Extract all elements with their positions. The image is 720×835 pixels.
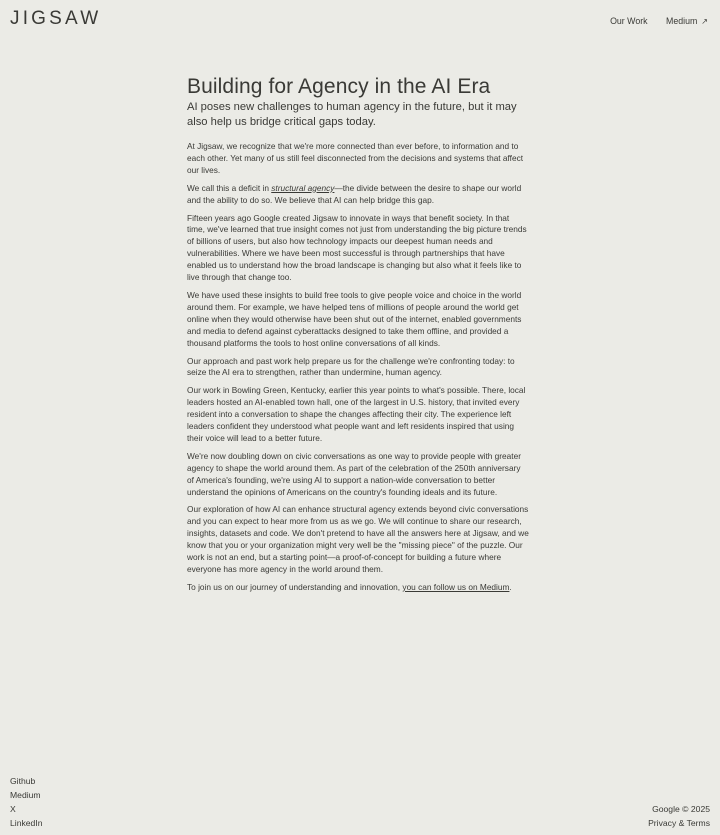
privacy-terms-link[interactable]: Privacy & Terms	[648, 817, 710, 828]
external-arrow-icon: ↗	[701, 17, 708, 26]
footer-github-link[interactable]: Github	[10, 776, 36, 786]
footer-links	[10, 775, 43, 831]
paragraph-3: Fifteen years ago Google created Jigsaw to innovate in ways that benefit society. In that time, we've learned that true insight comes not just from understanding the big picture trends of billions of users, but also how technology impacts our deepest human needs and vulnerabilities. Where we have been most successful is through partnerships that have enabled us to understand how the broad landscape is changing but also what it feels like to live through that change too.	[187, 212, 527, 283]
nav-medium[interactable]	[666, 16, 708, 26]
paragraph-2-start: We call this a deficit in	[187, 182, 272, 193]
article	[187, 74, 529, 600]
subtitle: AI poses new challenges to human agency in the future, but it may also help us bridge critical gaps today.	[187, 101, 517, 128]
paragraph-5: Our approach and past work help prepare us for the challenge we're confronting today: to seize the AI era to strengthen, rather than undermine, human agency.	[187, 355, 515, 378]
paragraph-2	[187, 183, 529, 207]
copyright: Google © 2025	[652, 804, 710, 814]
paragraph-8: Our exploration of how AI can enhance structural agency extends beyond civic conversations and you can expect to hear more from us as we go. We will continue to share our research, insights, datasets and code. We don't pretend to have all the answers here at Jigsaw, and we know that you or your organization might very well be the "missing piece" of the puzzle. Our work is not an end, but a starting point—a proof-of-concept for building a future where everyone has more agency in the world around them.	[187, 504, 529, 574]
paragraph-7: We're now doubling down on civic conversations as one way to provide people with greater agency to shape the world around them. As part of the celebration of the 250th anniversary of America's founding, we're using AI to support a nation-wide conversation to better understand the opinions of Americans on the country's founding ideals and its future.	[187, 450, 521, 497]
paragraph-9-start: To join us on our journey of understanding and innovation,	[187, 581, 403, 592]
footer-linkedin-link[interactable]: LinkedIn	[10, 817, 43, 828]
paragraph-9	[187, 582, 529, 594]
footer-x-link[interactable]: X	[10, 803, 16, 814]
paragraph-2-end: —the divide between the desire to shape our world and the ability to do so. We believe that AI can help bridge this gap.	[187, 182, 522, 205]
follow-medium-link[interactable]: you can follow us on Medium	[402, 581, 510, 592]
footer-medium-link[interactable]: Medium	[10, 789, 41, 800]
nav-our-work[interactable]: Our Work	[610, 16, 648, 26]
paragraph-4: We have used these insights to build free tools to give people voice and choice in the world around them. For example, we have helped tens of millions of people around the world get online when they would otherwise have been shut out of the internet, enabled governments and media to defend against cyberattacks designed to take them offline, and provided a thousand platforms the tools to host online conversations of all kinds.	[187, 289, 522, 348]
page-title: Building for Agency in the AI Era	[187, 75, 491, 98]
paragraph-6: Our work in Bowling Green, Kentucky, earlier this year points to what's possible. There, local leaders hosted an AI-enabled town hall, one of the largest in U.S. history, that invited every resident into a conversation to shape the changes affecting their city. The experience left leaders confident they understood what people want and left residents inspired that using their voice will lead to a better future.	[187, 385, 526, 443]
top-nav	[594, 16, 708, 26]
jigsaw-logo[interactable]: JIGSAW	[10, 8, 102, 29]
structural-agency-term: structural agency	[271, 182, 335, 193]
paragraph-1: At Jigsaw, we recognize that we're more connected than ever before, to information and to each other. Yet many of us still feel disconnected from the decisions and systems that affect our lives.	[187, 141, 524, 175]
nav-medium-label: Medium	[666, 16, 698, 26]
footer-legal	[648, 803, 710, 831]
paragraph-9-end: .	[509, 581, 512, 592]
